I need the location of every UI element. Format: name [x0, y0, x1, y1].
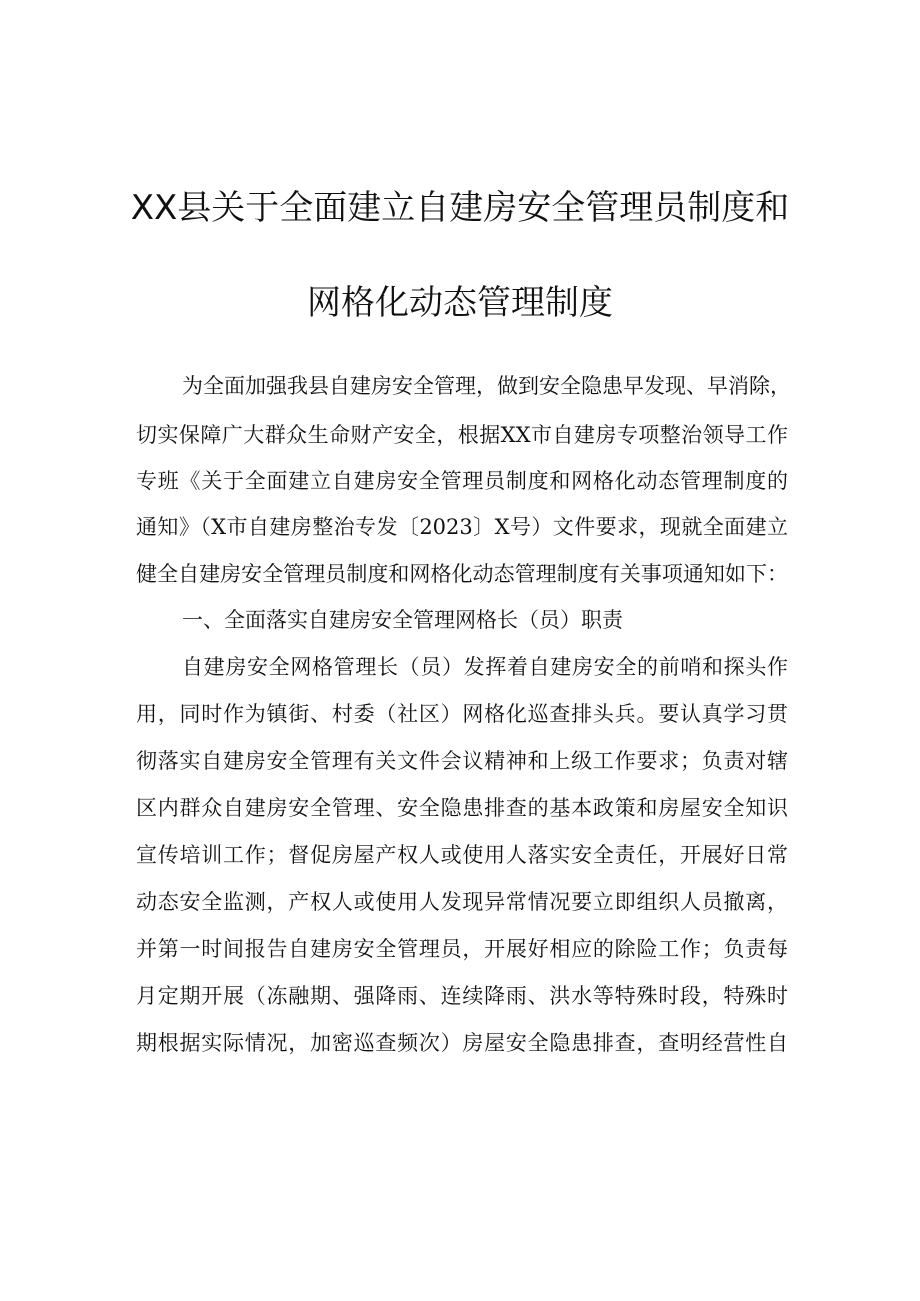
- section-heading-1: 一、全面落实自建房安全管理网格长（员）职责: [182, 608, 623, 632]
- body-line-2: 切实保障广大群众生命财产安全，根据XX市自建房专项整治领导工作: [136, 423, 788, 447]
- body-line-3: 专班《关于全面建立自建房安全管理员制度和网格化动态管理制度的: [136, 469, 788, 493]
- body-line-11: 动态安全监测，产权人或使用人发现异常情况要立即组织人员撤离，: [136, 890, 788, 914]
- body-line-1: 为全面加强我县自建房安全管理，做到安全隐患早发现、早消除，: [182, 374, 791, 398]
- document-title-line-2: 网格化动态管理制度: [307, 283, 613, 323]
- body-line-13: 月定期开展（冻融期、强降雨、连续降雨、洪水等特殊时段，特殊时: [136, 984, 788, 1008]
- body-line-6: 自建房安全网格管理长（员）发挥着自建房安全的前哨和探头作: [182, 655, 788, 679]
- body-line-5: 健全自建房安全管理员制度和网格化动态管理制度有关事项通知如下：: [136, 562, 788, 586]
- body-line-7: 用，同时作为镇街、村委（社区）网格化巡查排头兵。要认真学习贯: [136, 702, 788, 726]
- body-line-8: 彻落实自建房安全管理有关文件会议精神和上级工作要求；负责对辖: [136, 749, 788, 773]
- body-line-10: 宣传培训工作；督促房屋产权人或使用人落实安全责任，开展好日常: [136, 843, 788, 867]
- body-line-14: 期根据实际情况，加密巡查频次）房屋安全隐患排查，查明经营性自: [136, 1031, 788, 1055]
- body-line-12: 并第一时间报告自建房安全管理员，开展好相应的除险工作；负责每: [136, 937, 788, 961]
- body-line-4: 通知》（X市自建房整治专发〔2023〕X号）文件要求，现就全面建立: [136, 515, 788, 539]
- document-title-line-1: XX县关于全面建立自建房安全管理员制度和: [130, 188, 790, 228]
- body-line-9: 区内群众自建房安全管理、安全隐患排查的基本政策和房屋安全知识: [136, 796, 788, 820]
